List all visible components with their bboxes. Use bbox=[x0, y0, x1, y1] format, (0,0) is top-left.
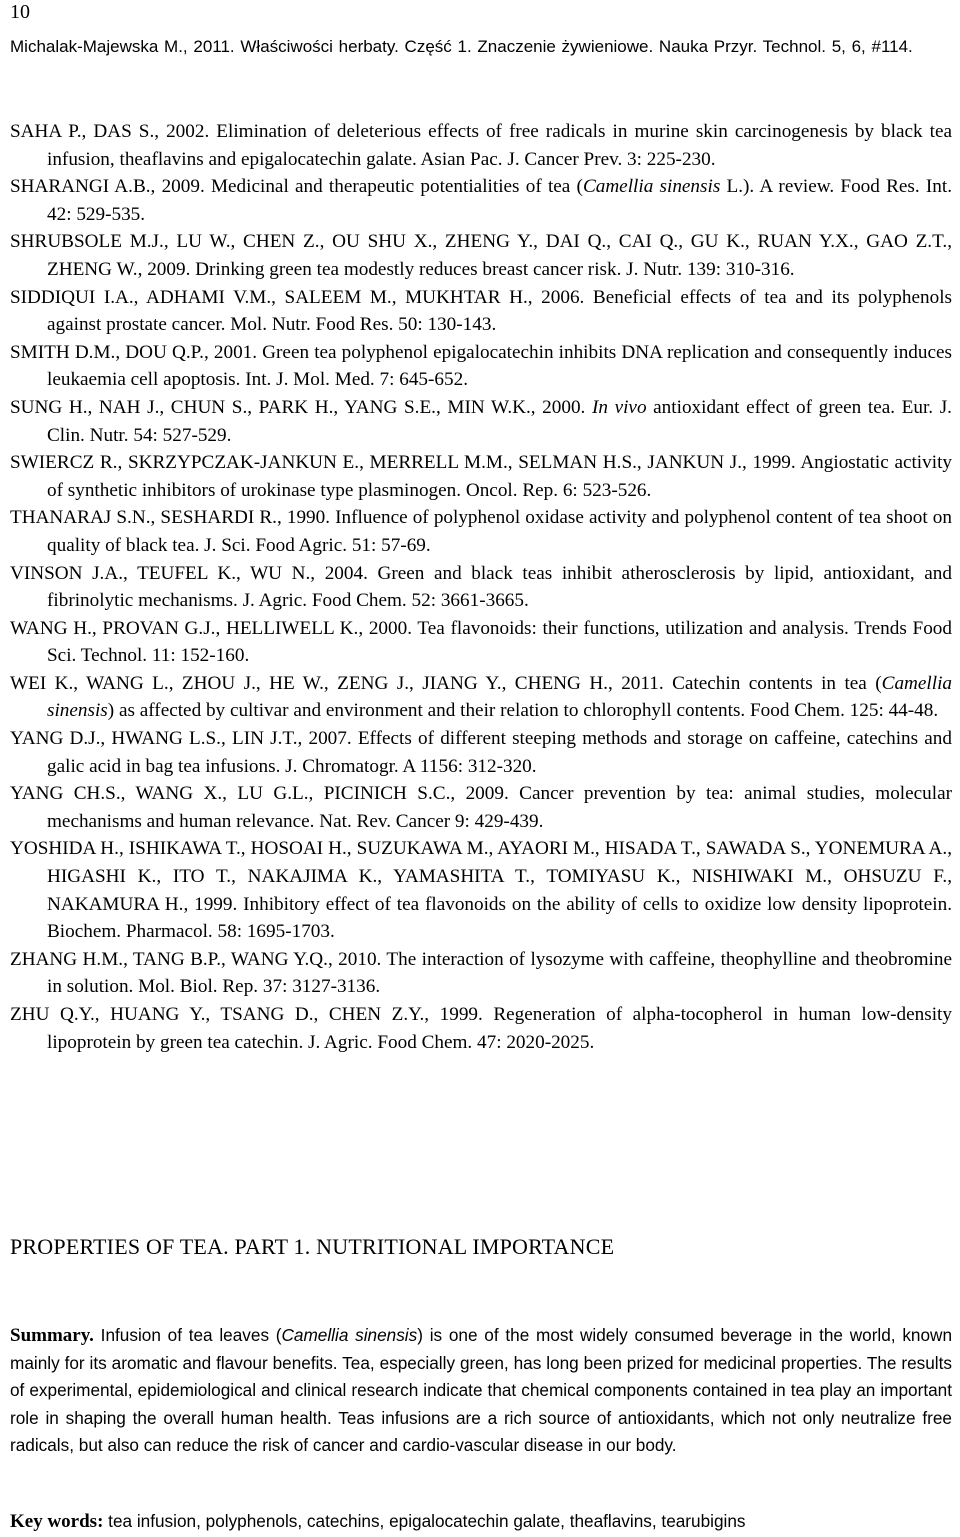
reference-wei bbox=[10, 670, 952, 725]
species-name: Camellia sinensis bbox=[47, 672, 952, 722]
reference-text: antioxidant effect of green tea. Eur. J. Clin. Nutr. 54: 527-529. bbox=[47, 396, 952, 446]
summary-paragraph bbox=[10, 1322, 952, 1460]
reference-wang bbox=[10, 615, 952, 670]
page-number: 10 bbox=[10, 1, 30, 23]
reference-text: SUNG H., NAH J., CHUN S., PARK H., YANG S.E., MIN W.K., 2000. bbox=[10, 396, 592, 418]
reference-text: SIDDIQUI I.A., ADHAMI V.M., SALEEM M., MUKHTAR H., 2006. Beneficial effects of tea and its polyphenols against prostate cancer. Mol. Nutr. Food Res. 50: 130-143. bbox=[10, 286, 952, 336]
reference-yoshida bbox=[10, 835, 952, 945]
species-name: Camellia sinensis bbox=[281, 1325, 418, 1345]
keywords-line bbox=[10, 1508, 955, 1535]
reference-text: ZHU Q.Y., HUANG Y., TSANG D., CHEN Z.Y., 1999. Regeneration of alpha-tocopherol in human low-density lipoprotein by green tea catechin. J. Agric. Food Chem. 47: 2020-2025. bbox=[10, 1004, 952, 1053]
summary-text: ) is one of the most widely consumed beverage in the world, known mainly for its aromatic and flavour benefits. Tea, especially green, has long been prized for medicinal properties. The results of experimental, epidemiological and clinical research indicate that chemical components contained in tea play an important role in shaping the overall human health. Teas infusions are a rich source of antioxidants, which not only neutralize free radicals, but also can reduce the risk of cancer and cardio-vascular disease in our body. bbox=[10, 1325, 953, 1456]
reference-text: VINSON J.A., TEUFEL K., WU N., 2004. Green and black teas inhibit atherosclerosis by lipid, antioxidant, and fibrinolytic mechanisms. J. Agric. Food Chem. 52: 3661-3665. bbox=[10, 562, 952, 612]
reference-smith bbox=[10, 339, 952, 394]
reference-text: ZHANG H.M., TANG B.P., WANG Y.Q., 2010. The interaction of lysozyme with caffeine, theophylline and theobromine in solution. Mol. Biol. Rep. 37: 3127-3136. bbox=[10, 948, 952, 998]
reference-text: YANG CH.S., WANG X., LU G.L., PICINICH S.C., 2009. Cancer prevention by tea: animal studies, molecular mechanisms and human relevance. Nat. Rev. Cancer 9: 429-439. bbox=[10, 783, 952, 832]
reference-text: YOSHIDA H., ISHIKAWA T., HOSOAI H., SUZUKAWA M., AYAORI M., HISADA T., SAWADA S., YONEMURA A., HIGASHI K., ITO T., NAKAJIMA K., YAMASHITA T., TOMIYASU K., NISHIWAKI M., OHSUZU F., NAKAMURA H., 1999. Inhibitory effect of tea flavonoids on the ability of cells to oxidize low density lipoprotein. Biochem. Pharmacol. 58: 1695-1703. bbox=[10, 838, 952, 943]
reference-text: SAHA P., DAS S., 2002. Elimination of deleterious effects of free radicals in murine skin carcinogenesis by black tea infusion, theaflavins and epigalocatechin galate. Asian Pac. J. Cancer Prev. 3: 225-230. bbox=[10, 121, 952, 170]
reference-sharangi bbox=[10, 173, 952, 228]
reference-shrubsole bbox=[10, 228, 952, 283]
reference-text: L.). A review. Food Res. Int. 42: 529-535. bbox=[47, 176, 953, 225]
keywords-label: Key words: bbox=[10, 1511, 104, 1532]
reference-text: SHARANGI A.B., 2009. Medicinal and therapeutic potentialities of tea ( bbox=[10, 176, 583, 198]
english-title: PROPERTIES OF TEA. PART 1. NUTRITIONAL IMPORTANCE bbox=[10, 1234, 615, 1259]
running-header: Michalak-Majewska M., 2011. Właściwości herbaty. Część 1. Znaczenie żywieniowe. Nauka Przyr. Technol. 5, 6, #114. bbox=[10, 37, 913, 56]
reference-thanaraj bbox=[10, 504, 952, 559]
reference-zhu bbox=[10, 1001, 952, 1056]
reference-text: THANARAJ S.N., SESHARDI R., 1990. Influence of polyphenol oxidase activity and polyphenol content of tea shoot on quality of black tea. J. Sci. Food Agric. 51: 57-69. bbox=[10, 507, 952, 556]
summary-label: Summary. bbox=[10, 1325, 94, 1346]
reference-text: WANG H., PROVAN G.J., HELLIWELL K., 2000. Tea flavonoids: their functions, utilization and analysis. Trends Food Sci. Technol. 11: 152-160. bbox=[10, 617, 952, 667]
reference-yang-dj bbox=[10, 725, 952, 780]
reference-text: SWIERCZ R., SKRZYPCZAK-JANKUN E., MERRELL M.M., SELMAN H.S., JANKUN J., 1999. Angiostatic activity of synthetic inhibitors of urokinase type plasminogen. Oncol. Rep. 6: 523-526. bbox=[10, 452, 952, 501]
summary-text: Infusion of tea leaves ( bbox=[93, 1325, 282, 1345]
reference-text: SMITH D.M., DOU Q.P., 2001. Green tea polyphenol epigalocatechin inhibits DNA replication and consequently induces leukaemia cell apoptosis. Int. J. Mol. Med. 7: 645-652. bbox=[10, 341, 952, 391]
reference-sung bbox=[10, 394, 952, 449]
reference-text: WEI K., WANG L., ZHOU J., HE W., ZENG J., JIANG Y., CHENG H., 2011. Catechin contents in tea ( bbox=[10, 672, 882, 694]
latin-term: In vivo bbox=[591, 396, 647, 418]
reference-yang-chs bbox=[10, 780, 952, 835]
reference-vinson bbox=[10, 560, 952, 615]
reference-siddiqui bbox=[10, 284, 952, 339]
reference-saha bbox=[10, 118, 952, 173]
reference-zhang bbox=[10, 946, 952, 1001]
keywords-text: tea infusion, polyphenols, catechins, epigalocatechin galate, theaflavins, tearubigins bbox=[103, 1511, 746, 1531]
reference-swiercz bbox=[10, 449, 952, 504]
reference-text: ) as affected by cultivar and environment and their relation to chlorophyll contents. Food Chem. 125: 44-48. bbox=[107, 700, 939, 722]
reference-list bbox=[10, 118, 952, 1056]
reference-text: YANG D.J., HWANG L.S., LIN J.T., 2007. Effects of different steeping methods and storage on caffeine, catechins and galic acid in bag tea infusions. J. Chromatogr. A 1156: 312-320. bbox=[10, 728, 952, 777]
species-name: Camellia sinensis bbox=[582, 176, 721, 198]
reference-text: SHRUBSOLE M.J., LU W., CHEN Z., OU SHU X., ZHENG Y., DAI Q., CAI Q., GU K., RUAN Y.X., GAO Z.T., ZHENG W., 2009. Drinking green tea modestly reduces breast cancer risk. J. Nutr. 139: 310-316. bbox=[10, 231, 952, 280]
